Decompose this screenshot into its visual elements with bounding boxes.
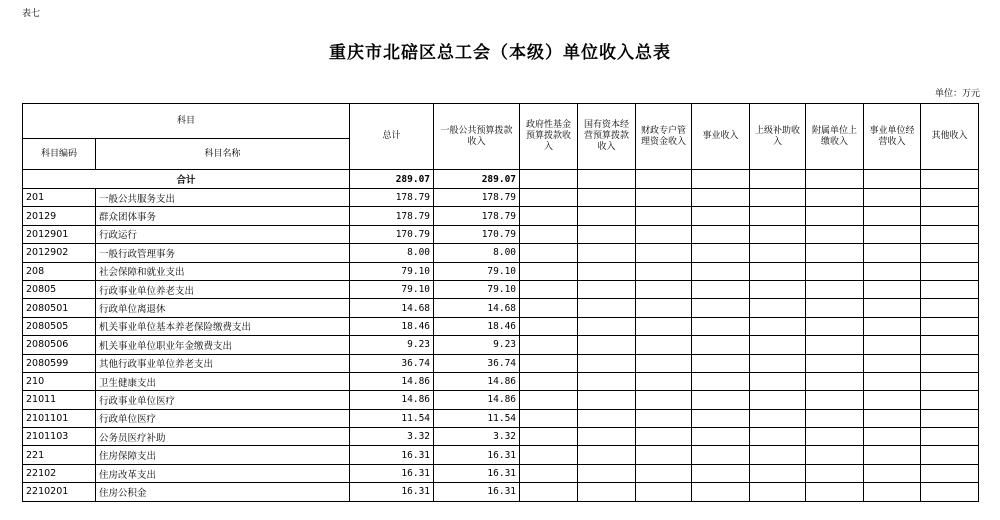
empty-cell	[806, 225, 864, 243]
header-operation-income: 事业单位经营收入	[864, 104, 921, 170]
empty-cell	[692, 317, 750, 335]
empty-cell	[750, 354, 806, 372]
empty-cell	[520, 280, 578, 298]
income-summary-table	[22, 103, 979, 502]
empty-cell	[806, 336, 864, 354]
subject-code-cell: 208	[23, 262, 96, 280]
empty-cell	[692, 299, 750, 317]
header-other-income: 其他收入	[921, 104, 979, 170]
empty-cell	[520, 262, 578, 280]
empty-cell	[750, 391, 806, 409]
subject-code-cell: 2012902	[23, 244, 96, 262]
empty-cell	[864, 262, 921, 280]
empty-cell	[578, 483, 636, 501]
empty-cell	[520, 299, 578, 317]
header-superior-subsidy: 上级补助收入	[750, 104, 806, 170]
empty-cell	[864, 372, 921, 390]
empty-cell	[636, 409, 692, 427]
empty-cell	[520, 170, 578, 189]
subject-code-cell: 2210201	[23, 483, 96, 501]
general-budget-cell: 3.32	[434, 428, 520, 446]
empty-cell	[520, 409, 578, 427]
table-row	[23, 244, 979, 262]
subject-name-cell: 其他行政事业单位养老支出	[96, 354, 350, 372]
empty-cell	[520, 372, 578, 390]
empty-cell	[864, 391, 921, 409]
empty-cell	[692, 336, 750, 354]
total-label: 合计	[23, 170, 350, 189]
empty-cell	[692, 207, 750, 225]
empty-cell	[636, 299, 692, 317]
empty-cell	[750, 189, 806, 207]
subject-name-cell: 公务员医疗补助	[96, 428, 350, 446]
total-cell: 16.31	[350, 446, 434, 464]
total-cell: 14.86	[350, 372, 434, 390]
general-budget-cell: 178.79	[434, 189, 520, 207]
empty-cell	[921, 317, 979, 335]
empty-cell	[692, 170, 750, 189]
empty-cell	[921, 189, 979, 207]
empty-cell	[578, 189, 636, 207]
table-row	[23, 354, 979, 372]
empty-cell	[636, 317, 692, 335]
empty-cell	[750, 428, 806, 446]
empty-cell	[921, 372, 979, 390]
subject-name-cell: 群众团体事务	[96, 207, 350, 225]
subject-code-cell: 201	[23, 189, 96, 207]
empty-cell	[750, 317, 806, 335]
empty-cell	[636, 391, 692, 409]
subject-name-cell: 一般行政管理事务	[96, 244, 350, 262]
empty-cell	[921, 170, 979, 189]
empty-cell	[806, 317, 864, 335]
table-row	[23, 391, 979, 409]
subject-name-cell: 行政运行	[96, 225, 350, 243]
table-row	[23, 262, 979, 280]
general-budget-cell: 11.54	[434, 409, 520, 427]
empty-cell	[692, 225, 750, 243]
subject-name-cell: 住房保障支出	[96, 446, 350, 464]
empty-cell	[806, 244, 864, 262]
empty-cell	[578, 336, 636, 354]
empty-cell	[636, 446, 692, 464]
general-budget-cell: 16.31	[434, 464, 520, 482]
empty-cell	[692, 189, 750, 207]
empty-cell	[636, 170, 692, 189]
empty-cell	[578, 244, 636, 262]
empty-cell	[636, 262, 692, 280]
table-row	[23, 280, 979, 298]
empty-cell	[520, 225, 578, 243]
table-row	[23, 464, 979, 482]
empty-cell	[578, 372, 636, 390]
empty-cell	[636, 280, 692, 298]
empty-cell	[692, 372, 750, 390]
empty-cell	[520, 354, 578, 372]
general-budget-cell: 16.31	[434, 446, 520, 464]
total-cell: 16.31	[350, 483, 434, 501]
empty-cell	[578, 391, 636, 409]
empty-cell	[921, 446, 979, 464]
empty-cell	[692, 391, 750, 409]
general-budget-cell: 36.74	[434, 354, 520, 372]
subject-code-cell: 2101103	[23, 428, 96, 446]
empty-cell	[750, 280, 806, 298]
empty-cell	[806, 207, 864, 225]
empty-cell	[636, 464, 692, 482]
subject-name-cell: 住房改革支出	[96, 464, 350, 482]
empty-cell	[578, 446, 636, 464]
empty-cell	[864, 207, 921, 225]
empty-cell	[578, 262, 636, 280]
header-subject-name: 科目名称	[96, 139, 350, 170]
general-budget-cell: 79.10	[434, 280, 520, 298]
table-row	[23, 299, 979, 317]
total-row	[23, 170, 979, 189]
total-cell: 11.54	[350, 409, 434, 427]
subject-code-cell: 2080505	[23, 317, 96, 335]
empty-cell	[692, 354, 750, 372]
empty-cell	[806, 409, 864, 427]
general-budget-cell: 9.23	[434, 336, 520, 354]
empty-cell	[750, 336, 806, 354]
empty-cell	[520, 446, 578, 464]
table-row	[23, 428, 979, 446]
empty-cell	[692, 483, 750, 501]
empty-cell	[921, 336, 979, 354]
empty-cell	[864, 317, 921, 335]
empty-cell	[921, 299, 979, 317]
subject-name-cell: 行政事业单位养老支出	[96, 280, 350, 298]
total-cell: 36.74	[350, 354, 434, 372]
empty-cell	[750, 244, 806, 262]
header-subject-code: 科目编码	[23, 139, 96, 170]
general-budget-cell: 8.00	[434, 244, 520, 262]
empty-cell	[864, 464, 921, 482]
table-row	[23, 207, 979, 225]
empty-cell	[806, 372, 864, 390]
empty-cell	[578, 225, 636, 243]
subject-name-cell: 机关事业单位基本养老保险缴费支出	[96, 317, 350, 335]
empty-cell	[806, 280, 864, 298]
empty-cell	[520, 391, 578, 409]
empty-cell	[520, 428, 578, 446]
empty-cell	[636, 428, 692, 446]
empty-cell	[864, 483, 921, 501]
table-row	[23, 336, 979, 354]
empty-cell	[520, 189, 578, 207]
empty-cell	[806, 299, 864, 317]
general-budget-cell: 79.10	[434, 262, 520, 280]
empty-cell	[636, 207, 692, 225]
subject-code-cell: 2012901	[23, 225, 96, 243]
empty-cell	[692, 464, 750, 482]
total-cell: 8.00	[350, 244, 434, 262]
empty-cell	[520, 336, 578, 354]
table-row	[23, 317, 979, 335]
empty-cell	[578, 170, 636, 189]
subject-name-cell: 行政单位医疗	[96, 409, 350, 427]
empty-cell	[921, 391, 979, 409]
empty-cell	[806, 446, 864, 464]
empty-cell	[692, 280, 750, 298]
table-row	[23, 372, 979, 390]
empty-cell	[750, 446, 806, 464]
empty-cell	[750, 372, 806, 390]
subject-code-cell: 21011	[23, 391, 96, 409]
subject-code-cell: 2101101	[23, 409, 96, 427]
header-row-top	[23, 104, 979, 139]
general-budget-cell: 18.46	[434, 317, 520, 335]
total-cell: 16.31	[350, 464, 434, 482]
general-budget-cell: 178.79	[434, 207, 520, 225]
general-budget-cell: 14.68	[434, 299, 520, 317]
subject-name-cell: 卫生健康支出	[96, 372, 350, 390]
header-affiliated: 附属单位上缴收入	[806, 104, 864, 170]
empty-cell	[520, 464, 578, 482]
page-title: 重庆市北碚区总工会（本级）单位收入总表	[329, 43, 671, 63]
empty-cell	[806, 428, 864, 446]
total-cell: 79.10	[350, 262, 434, 280]
subject-code-cell: 2080599	[23, 354, 96, 372]
empty-cell	[692, 262, 750, 280]
empty-cell	[864, 428, 921, 446]
sheet-label: 表七	[22, 9, 41, 19]
header-state-capital: 国有资本经营预算拨款收入	[578, 104, 636, 170]
empty-cell	[578, 354, 636, 372]
empty-cell	[750, 262, 806, 280]
empty-cell	[864, 244, 921, 262]
empty-cell	[921, 483, 979, 501]
table-row	[23, 446, 979, 464]
header-gov-fund: 政府性基金预算拨款收入	[520, 104, 578, 170]
total-cell: 18.46	[350, 317, 434, 335]
general-budget-cell: 14.86	[434, 372, 520, 390]
header-special-fund: 财政专户管理资金收入	[636, 104, 692, 170]
subject-code-cell: 221	[23, 446, 96, 464]
total-cell: 79.10	[350, 280, 434, 298]
empty-cell	[636, 372, 692, 390]
empty-cell	[636, 483, 692, 501]
header-total: 总计	[350, 104, 434, 170]
subject-code-cell: 210	[23, 372, 96, 390]
empty-cell	[692, 428, 750, 446]
table-row	[23, 483, 979, 501]
empty-cell	[578, 280, 636, 298]
empty-cell	[864, 409, 921, 427]
empty-cell	[806, 189, 864, 207]
empty-cell	[520, 244, 578, 262]
empty-cell	[921, 280, 979, 298]
subject-name-cell: 机关事业单位职业年金缴费支出	[96, 336, 350, 354]
empty-cell	[864, 446, 921, 464]
empty-cell	[578, 428, 636, 446]
empty-cell	[750, 409, 806, 427]
empty-cell	[692, 409, 750, 427]
empty-cell	[864, 189, 921, 207]
empty-cell	[864, 336, 921, 354]
empty-cell	[921, 428, 979, 446]
table-row	[23, 225, 979, 243]
empty-cell	[806, 170, 864, 189]
general-budget-cell: 170.79	[434, 225, 520, 243]
general-budget-cell: 14.86	[434, 391, 520, 409]
total-cell: 14.68	[350, 299, 434, 317]
empty-cell	[636, 354, 692, 372]
empty-cell	[864, 280, 921, 298]
total-cell: 178.79	[350, 189, 434, 207]
empty-cell	[864, 299, 921, 317]
empty-cell	[636, 336, 692, 354]
subject-code-cell: 20805	[23, 280, 96, 298]
total-amount: 289.07	[350, 170, 434, 189]
total-cell: 178.79	[350, 207, 434, 225]
empty-cell	[806, 391, 864, 409]
empty-cell	[921, 262, 979, 280]
empty-cell	[750, 483, 806, 501]
empty-cell	[806, 483, 864, 501]
subject-code-cell: 2080506	[23, 336, 96, 354]
general-budget-cell: 16.31	[434, 483, 520, 501]
total-cell: 3.32	[350, 428, 434, 446]
table-row	[23, 409, 979, 427]
total-cell: 9.23	[350, 336, 434, 354]
empty-cell	[921, 207, 979, 225]
empty-cell	[520, 483, 578, 501]
total-cell: 14.86	[350, 391, 434, 409]
empty-cell	[636, 189, 692, 207]
empty-cell	[520, 317, 578, 335]
header-business-income: 事业收入	[692, 104, 750, 170]
table-row	[23, 189, 979, 207]
empty-cell	[806, 354, 864, 372]
empty-cell	[864, 225, 921, 243]
empty-cell	[692, 244, 750, 262]
empty-cell	[520, 207, 578, 225]
empty-cell	[921, 244, 979, 262]
empty-cell	[921, 464, 979, 482]
empty-cell	[750, 170, 806, 189]
empty-cell	[750, 225, 806, 243]
empty-cell	[578, 409, 636, 427]
empty-cell	[578, 299, 636, 317]
empty-cell	[692, 446, 750, 464]
empty-cell	[578, 464, 636, 482]
empty-cell	[864, 170, 921, 189]
subject-name-cell: 社会保障和就业支出	[96, 262, 350, 280]
subject-name-cell: 一般公共服务支出	[96, 189, 350, 207]
subject-code-cell: 22102	[23, 464, 96, 482]
subject-code-cell: 20129	[23, 207, 96, 225]
empty-cell	[636, 244, 692, 262]
empty-cell	[921, 225, 979, 243]
subject-name-cell: 住房公积金	[96, 483, 350, 501]
subject-name-cell: 行政单位离退休	[96, 299, 350, 317]
empty-cell	[864, 354, 921, 372]
empty-cell	[921, 409, 979, 427]
empty-cell	[636, 225, 692, 243]
empty-cell	[806, 262, 864, 280]
empty-cell	[578, 207, 636, 225]
subject-name-cell: 行政事业单位医疗	[96, 391, 350, 409]
header-subject: 科目	[23, 104, 350, 139]
unit-label: 单位：万元	[934, 89, 980, 99]
header-general-budget: 一般公共预算拨款收入	[434, 104, 520, 170]
empty-cell	[578, 317, 636, 335]
total-cell: 170.79	[350, 225, 434, 243]
subject-code-cell: 2080501	[23, 299, 96, 317]
empty-cell	[750, 299, 806, 317]
total-general-budget: 289.07	[434, 170, 520, 189]
empty-cell	[750, 207, 806, 225]
empty-cell	[750, 464, 806, 482]
empty-cell	[806, 464, 864, 482]
empty-cell	[921, 354, 979, 372]
